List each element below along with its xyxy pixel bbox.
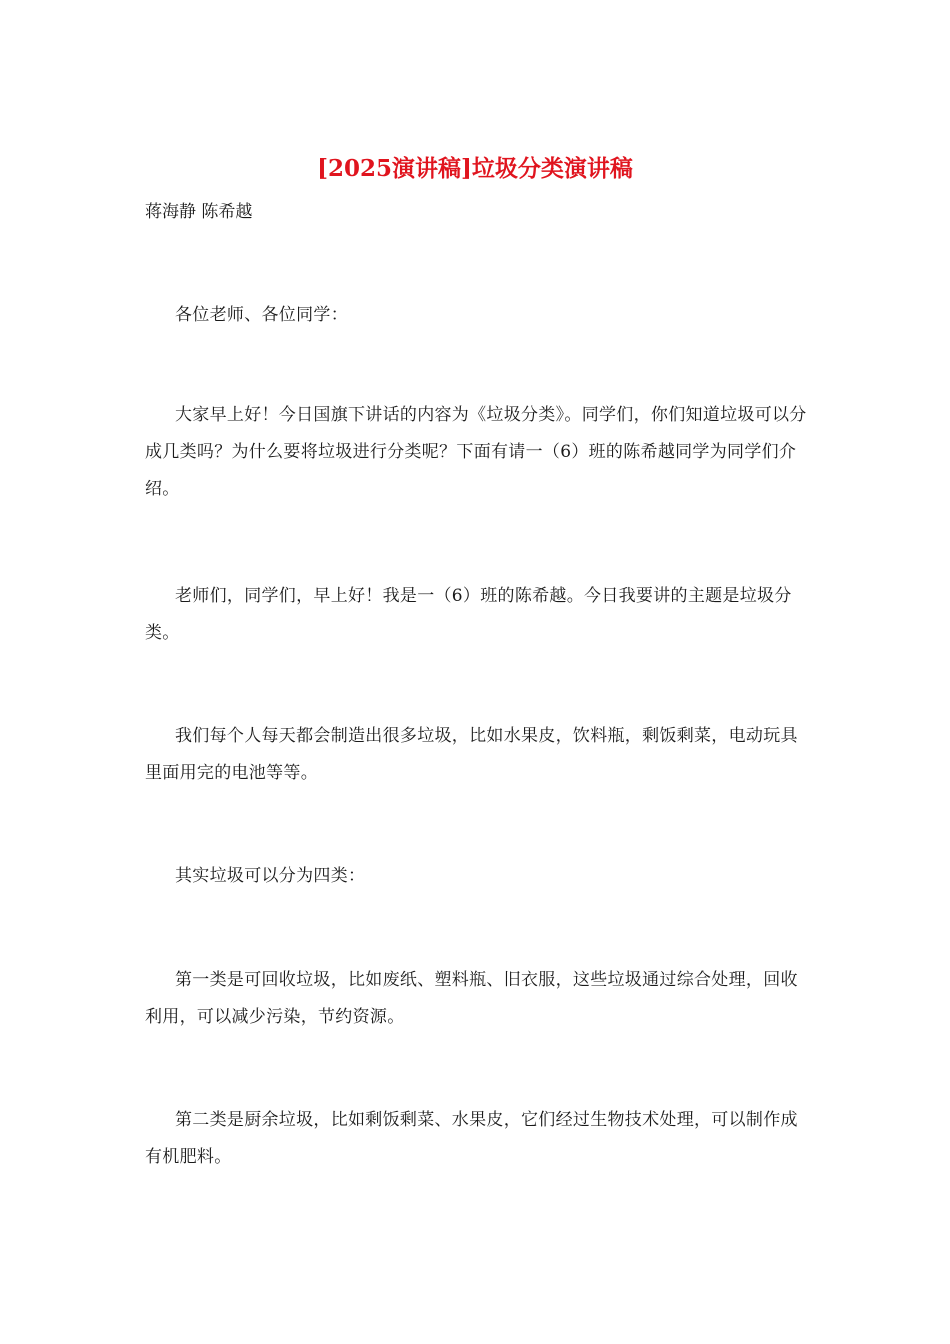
paragraph-speaker-intro: 老师们，同学们，早上好！我是一（6）班的陈希越。今日我要讲的主题是垃圾分类。 (145, 586, 792, 643)
paragraph-daily-garbage: 我们每个人每天都会制造出很多垃圾，比如水果皮，饮料瓶，剩饭剩菜，电动玩具里面用完的电池等等。 (145, 726, 798, 783)
paragraph-greeting: 各位老师、各位同学： (175, 305, 348, 325)
paragraph-kitchen-waste: 第二类是厨余垃圾，比如剩饭剩菜、水果皮，它们经过生物技术处理，可以制作成 有机肥料。 (145, 1110, 798, 1167)
paragraph-recyclable: 第一类是可回收垃圾，比如废纸、塑料瓶、旧衣服，这些垃圾通过综合处理，回收利用，可以减少污染，节约资源。 (145, 970, 798, 1027)
document-title: [2025演讲稿]垃圾分类演讲稿 (317, 155, 633, 182)
document-authors: 蒋海静 陈希越 (145, 202, 253, 222)
paragraph-four-categories: 其实垃圾可以分为四类： (175, 866, 366, 886)
paragraph-introduction: 大家早上好！今日国旗下讲话的内容为《垃圾分类》。同学们，你们知道垃圾可以分成几类吗？为什么要将垃圾进行分类呢？下面有请一（6）班的陈希越同学为同学们介绍。 (145, 405, 807, 499)
